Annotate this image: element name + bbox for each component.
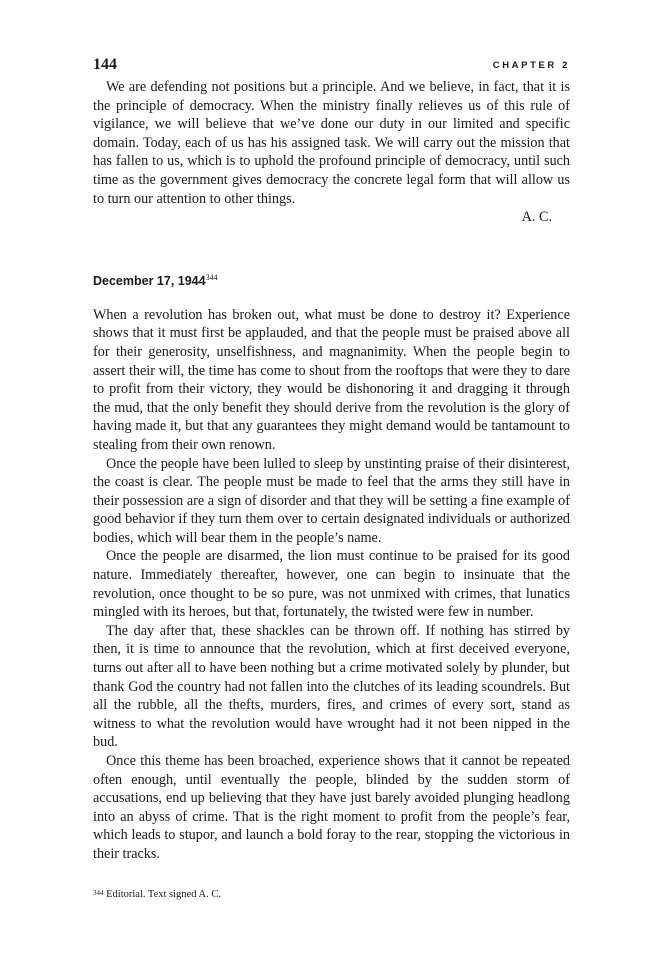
section-heading	[93, 273, 570, 288]
body-paragraph-1: When a revolution has broken out, what must be done to destroy it? Experience shows that it must first be applauded, and that the people must be praised above all for their generosity, unselfishness, and magnanimity. When the people begin to assert their will, the time has come to shout from the rooftops that were they to dare to profit from their victory, they would be dishonoring it and dragging it through the mud, that the only benefit they should derive from the revolution is the glory of having made it, but that any guarantees they might demand would be tantamount to stealing from their own renown.	[93, 306, 570, 453]
footnote-reference: 344	[205, 272, 218, 282]
running-header	[93, 56, 570, 78]
intro-paragraph: We are defending not positions but a principle. And we believe, in fact, that it is the principle of democracy. When the ministry finally relieves us of this rule of vigilance, we will believe that we’ve done our duty in our limited and specific domain. Today, each of us has his assigned task. We will carry out the mission that has fallen to us, which is to uphold the profound principle of democracy, until such time as the government gives democracy the concrete legal form that will allow us to turn our attention to other things.	[93, 79, 570, 207]
book-page	[93, 56, 570, 902]
page-number: 144	[93, 56, 117, 73]
body-paragraph-2: Once the people have been lulled to sleep by unstinting praise of their disinterest, the coast is clear. The people must be made to feel that the arms they still have in their possession are a sign of disorder and that they will be setting a fine example of good behavior if they turn them over to certain designated individuals or authorized bodies, which will bear them in the people’s name.	[93, 455, 570, 546]
body-paragraph-4: The day after that, these shackles can be thrown off. If nothing has stirred by then, it is time to announce that the revolution, which at first deceived everyone, turns out after all to have been nothing but a crime motivated solely by plunder, but thank God the country had not fallen into the clutches of its leading scoundrels. But all the rubble, all the thefts, murders, fires, and crimes of every sort, stand as witness to what the revolution would have wrought had it not been nipped in the bud.	[93, 622, 570, 751]
section-date: December 17, 1944	[93, 273, 206, 288]
footnote-number: 344	[93, 888, 104, 897]
footnote	[93, 886, 570, 902]
body-paragraph-3: Once the people are disarmed, the lion must continue to be praised for its good nature. Immediately thereafter, however, one can begin to insinuate that the revolution, once thought to be so pure, was not unmixed with crimes, that lunatics mingled with its heroes, but that, fortunately, the twisted were few in number.	[93, 548, 570, 621]
signature: A. C.	[521, 209, 552, 226]
chapter-label: CHAPTER 2	[492, 60, 570, 71]
body-paragraph-5: Once this theme has been broached, experience shows that it cannot be repeated often enough, until eventually the people, blinded by the sudden storm of accusations, end up believing that they have just barely avoided plunging headlong into an abyss of crime. That is the right moment to profit from the people’s fear, which leads to stupor, and launch a bold foray to the rear, stopping the victorious in their tracks.	[93, 753, 570, 862]
footnote-text: Editorial. Text signed A. C.	[106, 888, 221, 900]
